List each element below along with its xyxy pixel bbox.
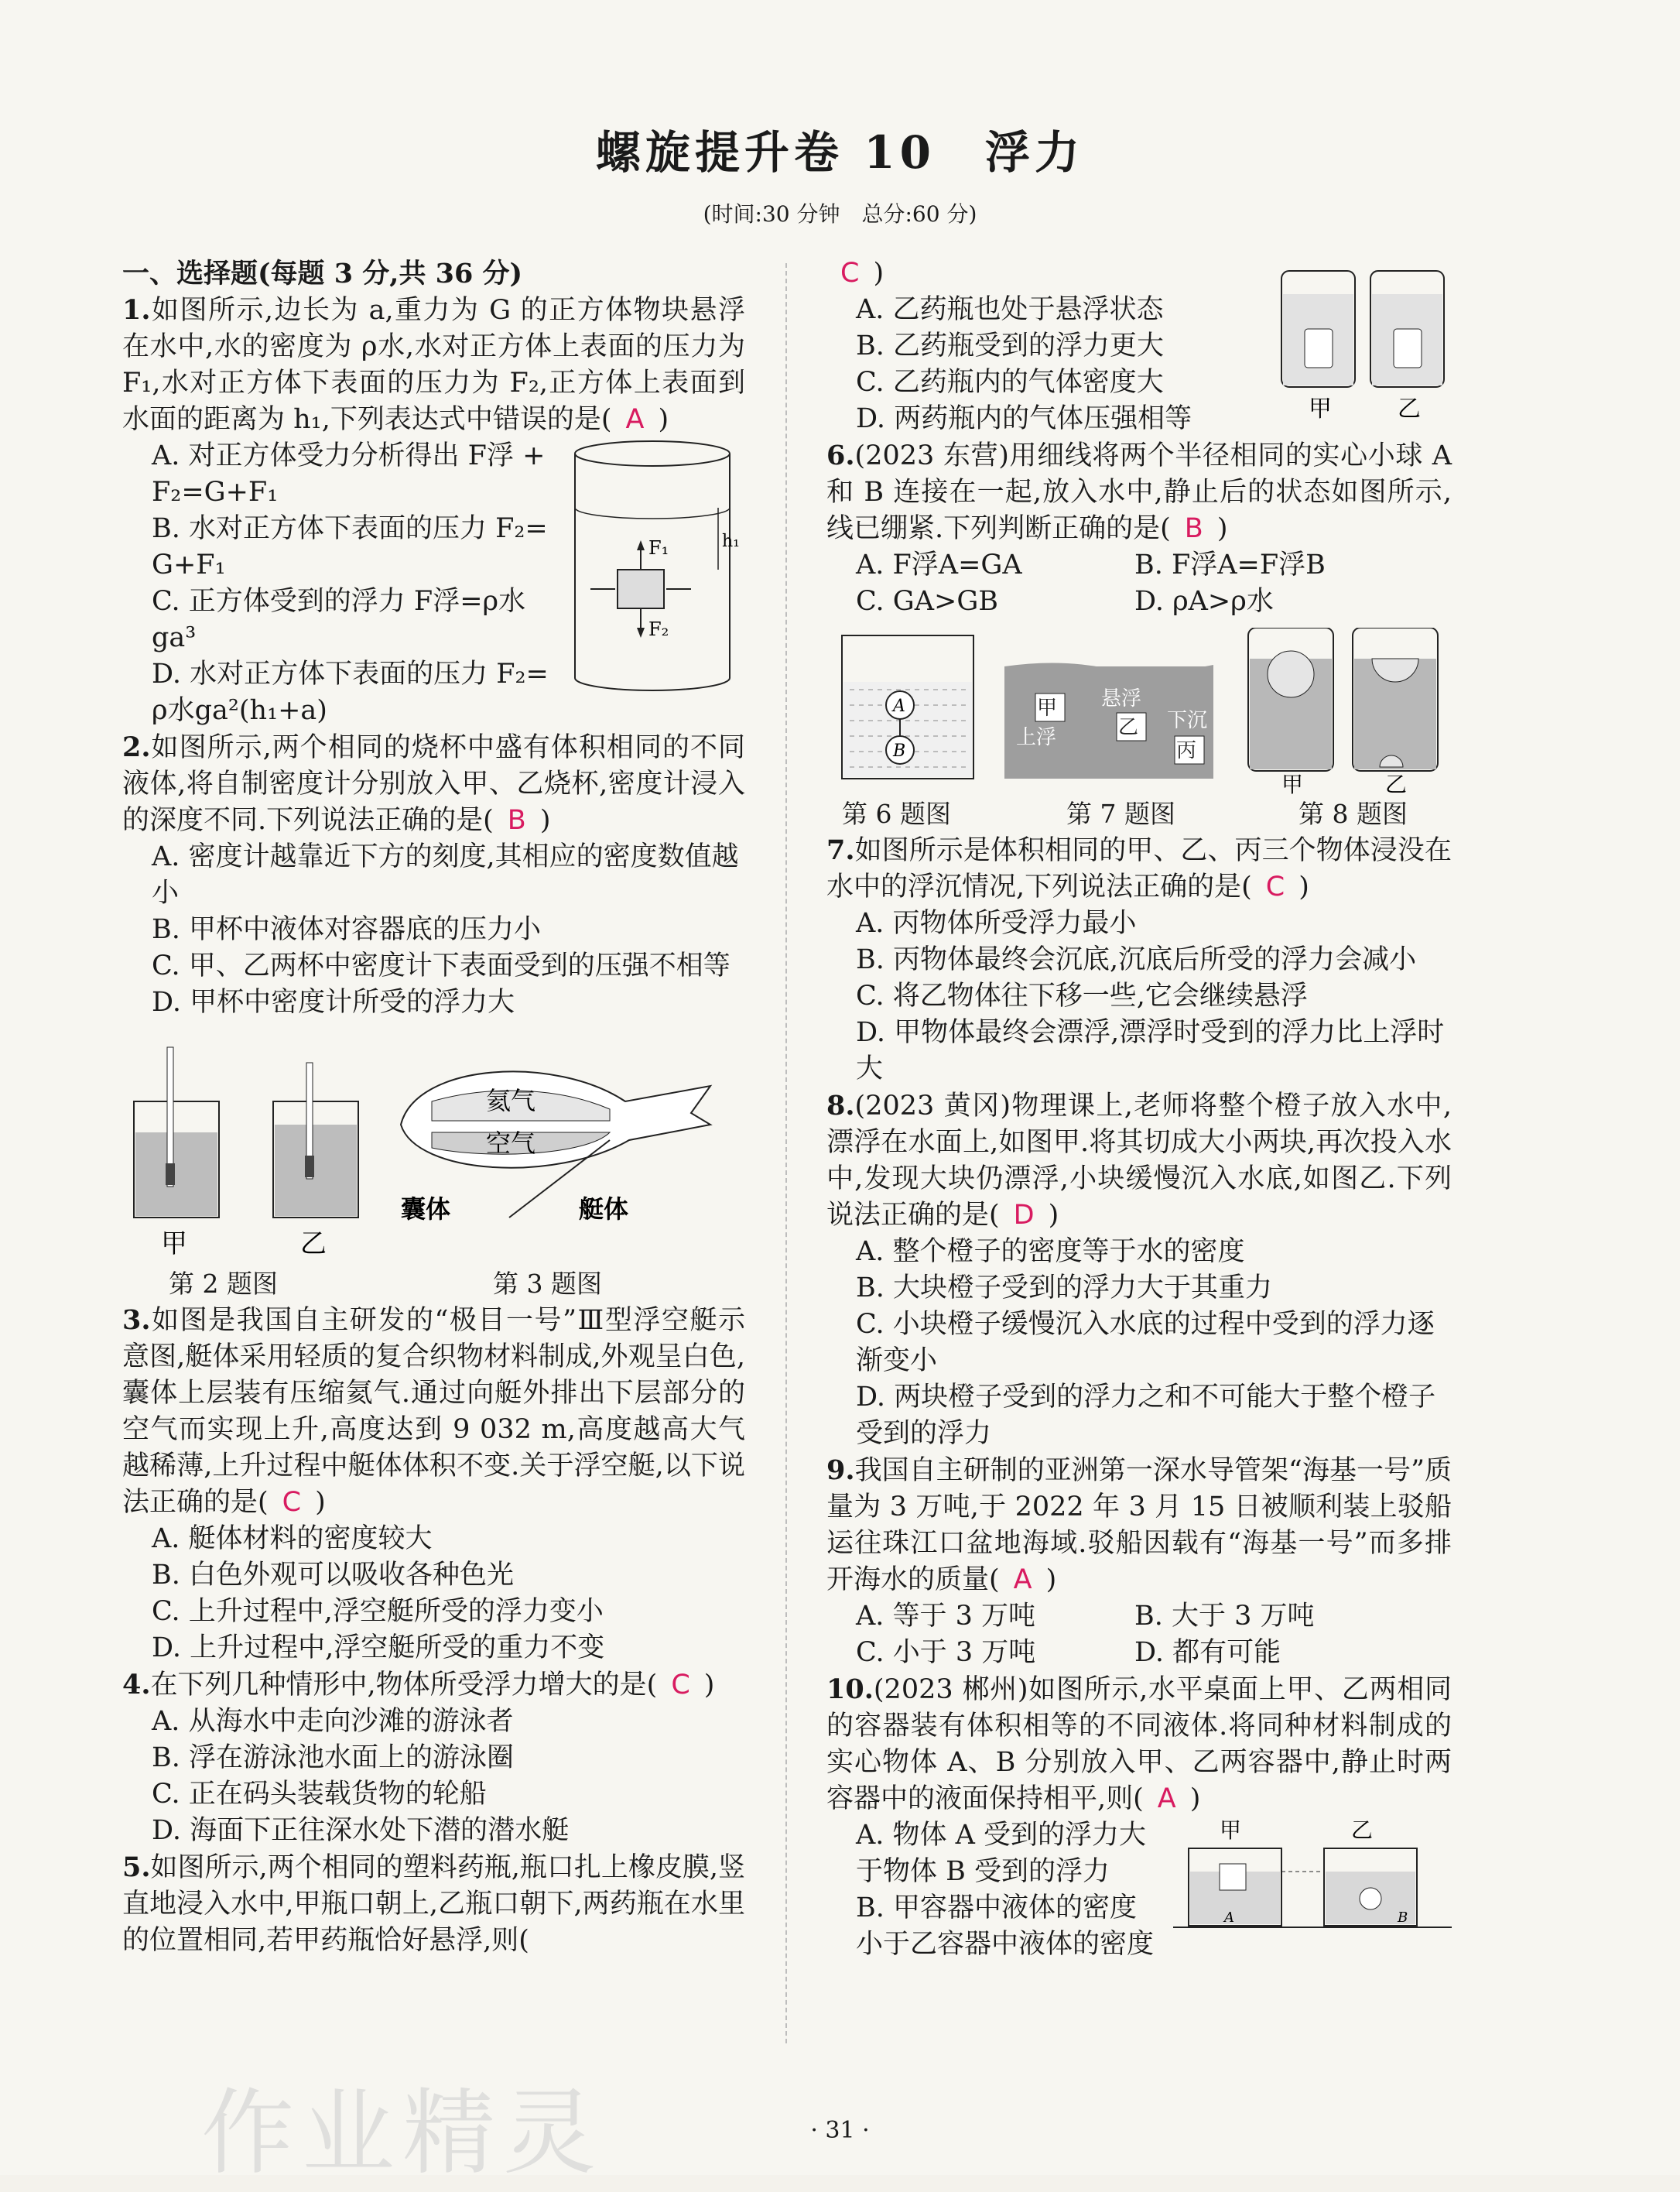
q6-option-c: C. GA>GB — [856, 586, 999, 617]
fig5-label-yi: 乙 — [1398, 396, 1421, 422]
q4-option-d: D. 海面下正往深水处下潜的潜水艇 — [152, 1815, 570, 1846]
q10-option-b: B. 甲容器中液体的密度小于乙容器中液体的密度 — [856, 1892, 1155, 1960]
question-2: 2.如图所示,两个相同的烧杯中盛有体积相同的不同液体,将自制密度计分别放入甲、乙烧杯,密度计浸入的深度不同.下列说法正确的是( B ) — [122, 731, 745, 836]
q9-options-row-1 — [856, 1598, 1452, 1635]
q9-option-b: B. 大于 3 万吨 — [1134, 1601, 1315, 1632]
fig2-label-jia: 甲 — [161, 1228, 187, 1259]
answer-5: C — [840, 258, 860, 289]
watermark: 作业精灵 — [201, 2080, 604, 2187]
caption-fig3: 第 3 题图 — [493, 1269, 602, 1299]
q5-option-c: C. 乙药瓶内的气体密度大 — [856, 367, 1164, 398]
question-4: 4.在下列几种情形中,物体所受浮力增大的是( C ) — [122, 1669, 715, 1701]
fig3-air: 空气 — [486, 1129, 536, 1158]
fig7-label-sink: 下沉 — [1167, 709, 1208, 732]
page-number: · 31 · — [810, 2117, 870, 2144]
fig3-helium: 氦气 — [486, 1086, 536, 1115]
q9-option-a: A. 等于 3 万吨 — [856, 1601, 1036, 1632]
q6-option-b: B. F浮A=F浮B — [1134, 550, 1326, 581]
answer-4: C — [671, 1670, 690, 1701]
q10-option-a: A. 物体 A 受到的浮力大于物体 B 受到的浮力 — [856, 1820, 1147, 1887]
question-3: 3.如图是我国自主研发的“极目一号”Ⅲ型浮空艇示意图,艇体采用轻质的复合织物材料制成,外观呈白色,囊体上层装有压缩氦气.通过向艇外排出下层部分的空气而实现上升,高度达到 9 032 m,高度越高大气越稀薄,上升过程中艇体体积不变.关于浮空艇,以下说法正确的是( C ) — [122, 1304, 745, 1518]
q3-option-c: C. 上升过程中,浮空艇所受的浮力变小 — [152, 1596, 604, 1627]
figure-2-3-captions — [169, 1266, 602, 1302]
fig3-hull: 艇体 — [579, 1194, 629, 1224]
q2-option-b: B. 甲杯中液体对容器底的压力小 — [152, 914, 541, 945]
q3-option-b: B. 白色外观可以吸收各种色光 — [152, 1560, 514, 1591]
fig2-label-yi: 乙 — [300, 1228, 327, 1259]
q1-option-a: A. 对正方体受力分析得出 F浮 + F₂=G+F₁ — [152, 440, 546, 508]
page-subtitle: (时间:30 分钟 总分:60 分) — [703, 201, 977, 227]
fig6-label-a: A — [893, 697, 905, 716]
answer-8: D — [1013, 1200, 1035, 1231]
caption-fig8: 第 8 题图 — [1298, 799, 1408, 829]
question-5: 5.如图所示,两个相同的塑料药瓶,瓶口扎上橡皮膜,竖直地浸入水中,甲瓶口朝上,乙瓶口朝下,两药瓶在水里的位置相同,若甲药瓶恰好悬浮,则( — [122, 1851, 745, 1956]
left-column — [122, 255, 745, 1959]
column-divider — [785, 263, 787, 2043]
q6-option-d: D. ρA>ρ水 — [1134, 586, 1274, 617]
q4-option-b: B. 浮在游泳池水面上的游泳圈 — [152, 1742, 514, 1773]
question-6: 6.(2023 东营)用细线将两个半径相同的实心小球 A 和 B 连接在一起,放入水中,静止后的状态如图所示,线已绷紧.下列判断正确的是( B ) — [826, 440, 1452, 544]
q8-option-b: B. 大块橙子受到的浮力大于其重力 — [856, 1272, 1272, 1303]
figure-1-h1: h₁ — [722, 532, 740, 551]
figure-1-f1: F₁ — [648, 537, 669, 559]
fig8-label-yi: 乙 — [1385, 772, 1408, 794]
q9-option-c: C. 小于 3 万吨 — [856, 1637, 1036, 1668]
fig5-label-jia: 甲 — [1309, 396, 1332, 422]
q9-options-row-2 — [856, 1635, 1452, 1671]
q2-option-c: C. 甲、乙两杯中密度计下表面受到的压强不相等 — [152, 950, 731, 981]
caption-fig2: 第 2 题图 — [169, 1269, 278, 1299]
fig7-label-rise: 上浮 — [1016, 726, 1057, 749]
q8-option-c: C. 小块橙子缓慢沉入水底的过程中受到的浮力逐渐变小 — [856, 1309, 1435, 1376]
q6-option-a: A. F浮A=GA — [856, 550, 1022, 581]
q2-option-d: D. 甲杯中密度计所受的浮力大 — [152, 987, 515, 1018]
q6-options-row-2 — [856, 584, 1452, 620]
fig10-label-b: B — [1398, 1909, 1408, 1926]
q8-option-d: D. 两块橙子受到的浮力之和不可能大于整个橙子受到的浮力 — [856, 1382, 1436, 1449]
q4-option-a: A. 从海水中走向沙滩的游泳者 — [152, 1706, 514, 1737]
fig7-label-jia: 甲 — [1037, 697, 1058, 720]
question-8: 8.(2023 黄冈)物理课上,老师将整个橙子放入水中,漂浮在水面上,如图甲.将其切成大小两块,再次投入水中,发现大块仍漂浮,小块缓慢沉入水底,如图乙.下列说法正确的是( D ) — [826, 1090, 1452, 1231]
answer-7: C — [1265, 872, 1285, 902]
answer-1: A — [625, 404, 645, 435]
figure-1-f2: F₂ — [648, 618, 669, 640]
answer-6: B — [1184, 513, 1203, 544]
fig7-label-suspend: 悬浮 — [1101, 687, 1142, 711]
q7-option-a: A. 丙物体所受浮力最小 — [856, 908, 1137, 939]
question-7: 7.如图所示是体积相同的甲、乙、丙三个物体浸没在水中的浮沉情况,下列说法正确的是( C ) — [826, 834, 1452, 902]
q9-option-d: D. 都有可能 — [1134, 1637, 1281, 1668]
section-heading: 一、选择题(每题 3 分,共 36 分) — [122, 258, 523, 289]
figure-10 — [1173, 1817, 1452, 1949]
q7-option-c: C. 将乙物体往下移一些,它会继续悬浮 — [856, 981, 1308, 1012]
question-1-options — [122, 438, 745, 729]
answer-3: C — [282, 1487, 302, 1518]
figure-1 — [567, 438, 745, 701]
fig7-label-yi: 乙 — [1118, 716, 1139, 739]
caption-fig7: 第 7 题图 — [1066, 799, 1175, 829]
q3-option-a: A. 艇体材料的密度较大 — [152, 1523, 433, 1554]
question-5-continued: 甲 乙 C ) A. 乙药瓶也处于悬浮状态 B. 乙药瓶受到的浮力更大 C. 乙药瓶内的气体密度大 D. 两药瓶内的气体压强相等 — [826, 255, 1452, 437]
fig3-envelope: 囊体 — [401, 1194, 451, 1224]
q6-options-row-1 — [856, 547, 1452, 584]
figure-6-7-8 — [826, 628, 1452, 794]
figure-2-3 — [122, 1032, 745, 1272]
q7-option-d: D. 甲物体最终会漂浮,漂浮时受到的浮力比上浮时大 — [856, 1017, 1445, 1084]
fig10-label-a: A — [1224, 1909, 1234, 1926]
q5-option-b: B. 乙药瓶受到的浮力更大 — [856, 331, 1164, 361]
q1-option-d: D. 水对正方体下表面的压力 F₂= ρ水ga²(h₁+a) — [152, 659, 549, 726]
fig7-label-bing: 丙 — [1176, 739, 1197, 762]
answer-10: A — [1157, 1783, 1176, 1814]
q2-option-a: A. 密度计越靠近下方的刻度,其相应的密度数值越小 — [152, 841, 739, 909]
fig10-label-yi: 乙 — [1351, 1817, 1374, 1843]
q8-option-a: A. 整个橙子的密度等于水的密度 — [856, 1236, 1245, 1267]
fig6-label-b: B — [893, 742, 906, 761]
figure-5 — [1274, 255, 1452, 422]
question-10-options — [826, 1817, 1452, 1963]
fig10-label-jia: 甲 — [1220, 1817, 1242, 1843]
caption-fig6: 第 6 题图 — [842, 799, 951, 829]
question-1: 1.如图所示,边长为 a,重力为 G 的正方体物块悬浮在水中,水的密度为 ρ水,水对正方体上表面的压力为 F₁,水对正方体下表面的压力为 F₂,正方体上表面到水面的距离为 h₁,下列表达式中错误的是( A ) — [122, 294, 745, 435]
answer-9: A — [1013, 1564, 1032, 1595]
q1-option-b: B. 水对正方体下表面的压力 F₂= G+F₁ — [152, 513, 548, 581]
answer-2: B — [507, 805, 526, 836]
fig8-label-jia: 甲 — [1281, 772, 1304, 794]
right-column — [826, 255, 1452, 1963]
figure-6-7-8-captions — [826, 796, 1452, 832]
question-10: 10.(2023 郴州)如图所示,水平桌面上甲、乙两相同的容器装有体积相等的不同液体.将同种材料制成的实心物体 A、B 分别放入甲、乙两容器中,静止时两容器中的液面保持相平,则( A ) — [826, 1673, 1452, 1814]
page-title: 螺旋提升卷 10 浮力 — [596, 126, 1084, 179]
q5-option-a: A. 乙药瓶也处于悬浮状态 — [856, 294, 1164, 325]
q3-option-d: D. 上升过程中,浮空艇所受的重力不变 — [152, 1632, 605, 1663]
question-9: 9.我国自主研制的亚洲第一深水导管架“海基一号”质量为 3 万吨,于 2022 年 3 月 15 日被顺利装上驳船运往珠江口盆地海域.驳船因载有“海基一号”而多排开海水的质量( A ) — [826, 1454, 1452, 1595]
q7-option-b: B. 丙物体最终会沉底,沉底后所受的浮力会减小 — [856, 944, 1417, 975]
q5-option-d: D. 两药瓶内的气体压强相等 — [856, 403, 1192, 434]
q1-option-c: C. 正方体受到的浮力 F浮=ρ水ga³ — [152, 586, 526, 653]
q4-option-c: C. 正在码头装载货物的轮船 — [152, 1779, 487, 1810]
